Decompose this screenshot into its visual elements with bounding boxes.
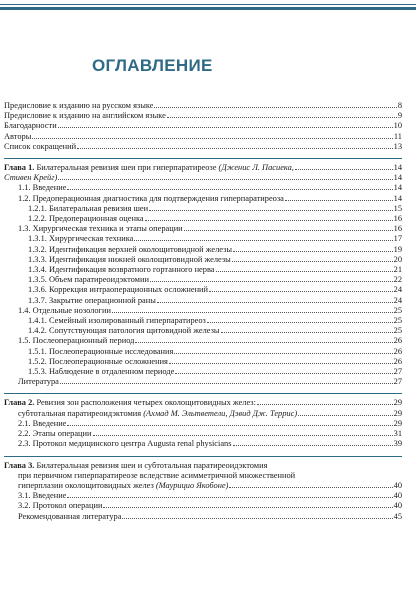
toc-entry-text: 1.4.2. Сопутствующая патология щитовидной железы [28, 326, 220, 336]
leader-dots [216, 265, 393, 272]
toc-entry[interactable] [4, 275, 402, 285]
toc-entry-page: 40 [393, 491, 402, 501]
toc-entry[interactable] [4, 214, 402, 224]
toc-entry-page: 11 [393, 131, 402, 141]
leader-dots [157, 296, 393, 303]
leader-dots [229, 481, 392, 488]
top-rule-thin [0, 4, 416, 5]
leader-dots [298, 409, 392, 416]
toc-entry-text: Авторы [4, 131, 32, 141]
leader-dots [167, 111, 397, 118]
chapter-title: Билатеральная ревизия шеи при гиперпаратиреозе [36, 163, 217, 173]
chapter-authors: (Маурицио Якобоне) [155, 480, 229, 490]
toc-entry[interactable] [4, 194, 402, 204]
leader-dots [58, 173, 392, 180]
chapter-page: 40 [393, 480, 402, 490]
leader-dots [209, 285, 393, 292]
toc-entry[interactable] [4, 101, 402, 111]
toc-entry[interactable] [4, 245, 402, 255]
toc-entry-page: 19 [393, 244, 402, 254]
toc-entry-page: 24 [393, 285, 402, 295]
toc-entry-text: 1.3.4. Идентификация возвратного гортанного нерва [28, 265, 215, 275]
toc-entry[interactable] [4, 439, 402, 449]
toc-entry[interactable] [4, 377, 402, 387]
toc-entry[interactable] [4, 265, 402, 275]
toc-entry-text: Благодарности [4, 121, 57, 131]
toc-entry[interactable] [4, 316, 402, 326]
toc-entry-page: 39 [393, 439, 402, 449]
chapter-heading-continued [4, 471, 402, 481]
toc-entry-page: 27 [393, 377, 402, 387]
toc-entry-text: 1.5. Послеоперационный период [18, 336, 135, 346]
toc-entry-text: Список сокращений [4, 141, 77, 151]
leader-dots [145, 214, 393, 221]
chapter-title: при первичном гиперпаратиреозе вследствие асимметричной множественной [18, 470, 296, 480]
toc-entry-page: 24 [393, 295, 402, 305]
toc-entry-text: 1.3.3. Идентификация нижней околощитовидной железы [28, 254, 231, 264]
toc-entry-text: Предисловие к изданию на русском языке [4, 101, 154, 110]
toc-entry-text: 1.5.1. Послеоперационные исследования [28, 346, 174, 356]
toc-entry-text: 2.2. Этапы операции [18, 429, 92, 439]
toc-entry-page: 20 [393, 254, 402, 264]
toc-entry-text: 2.1. Введение [18, 418, 67, 428]
toc-entry-page: 25 [393, 316, 402, 326]
toc-entry[interactable] [4, 501, 402, 511]
chapter-label: Глава 2. [4, 398, 35, 408]
toc-entry-text: 1.5.2. Послеоперационные осложнения [28, 356, 168, 366]
toc-entry[interactable] [4, 512, 402, 522]
toc-entry[interactable] [4, 367, 402, 377]
toc-entry-text: 1.3.1. Хирургическая техника [28, 234, 134, 244]
toc-entry-page: 16 [393, 224, 402, 234]
chapter-2 [4, 393, 402, 449]
toc-entry-page: 26 [393, 356, 402, 366]
toc-entry-text: 1.4.1. Семейный изолированный гиперпаратиреоз [28, 316, 206, 326]
toc-entry-text: 1.5.3. Наблюдение в отдаленном периоде [28, 367, 175, 377]
toc-entry-page: 16 [393, 214, 402, 224]
toc-entry[interactable] [4, 336, 402, 346]
chapter-title: субтотальная паратиреоидэктомия [18, 408, 142, 418]
toc-entry-text: Рекомендованная литература [18, 511, 122, 521]
toc-entry[interactable] [4, 491, 402, 501]
toc-entry-text: 1.2.2. Предоперационная оценка [28, 214, 144, 224]
page-title: ОГЛАВЛЕНИЕ [92, 56, 213, 75]
chapter-heading-continued [4, 481, 402, 491]
chapter-heading[interactable] [4, 398, 402, 408]
table-of-contents [4, 101, 402, 522]
chapter-authors: Стивен Крейг) [4, 173, 58, 183]
toc-entry-text: Литература [18, 377, 59, 387]
leader-dots [93, 429, 393, 436]
chapter-authors: (Дженис Л. Пасиека, [218, 163, 294, 173]
chapter-page: 14 [393, 173, 402, 183]
toc-entry-page: 25 [393, 326, 402, 336]
toc-entry-text: 1.3.5. Объем паратиреоидэктомии [28, 275, 149, 285]
toc-entry-text: 1.3.2. Идентификация верхней околощитовидной железы [28, 244, 233, 254]
leader-dots [122, 512, 392, 519]
toc-entry[interactable] [4, 234, 402, 244]
toc-entry[interactable] [4, 306, 402, 316]
leader-dots [58, 121, 393, 128]
toc-entry[interactable] [4, 183, 402, 193]
toc-entry-page: 26 [393, 336, 402, 346]
toc-entry-page: 13 [393, 141, 402, 151]
toc-entry-page: 10 [393, 121, 402, 131]
leader-dots [169, 357, 393, 364]
chapter-title: Билатеральная ревизия шеи и субтотальная паратиреоидэктомия [36, 460, 268, 470]
toc-entry[interactable] [4, 296, 402, 306]
leader-dots [285, 194, 393, 201]
toc-entry[interactable] [4, 419, 402, 429]
chapter-heading-continued [4, 173, 402, 183]
toc-entry-page: 22 [393, 275, 402, 285]
leader-dots [67, 491, 392, 498]
leader-dots [154, 101, 396, 108]
top-rule [0, 0, 416, 12]
leader-dots [112, 306, 393, 313]
leader-dots [233, 439, 393, 446]
toc-entry-page: 9 [397, 111, 402, 121]
leader-dots [295, 163, 393, 170]
leader-dots [184, 224, 393, 231]
leader-dots [77, 142, 393, 149]
toc-entry-page: 25 [393, 305, 402, 315]
chapter-1 [4, 158, 402, 387]
chapter-heading-continued [4, 409, 402, 419]
toc-entry-text: 1.3.6. Коррекция интраоперационных осложнений [28, 285, 209, 295]
toc-entry-page: 14 [393, 183, 402, 193]
toc-entry[interactable] [4, 285, 402, 295]
leader-dots [135, 336, 392, 343]
leader-dots [67, 183, 392, 190]
toc-entry-text: Предисловие к изданию на английском языке [4, 111, 166, 121]
front-matter [4, 101, 402, 152]
leader-dots [233, 245, 393, 252]
leader-dots [103, 501, 392, 508]
toc-entry[interactable] [4, 204, 402, 214]
chapter-page: 29 [393, 398, 402, 408]
leader-dots [175, 367, 392, 374]
leader-dots [207, 316, 393, 323]
toc-entry[interactable] [4, 326, 402, 336]
chapter-heading[interactable] [4, 163, 402, 173]
toc-entry[interactable] [4, 111, 402, 121]
toc-entry-page: 15 [393, 203, 402, 213]
toc-entry-text: 1.4. Отдельные нозологии [18, 305, 111, 315]
chapter-page: 14 [393, 163, 402, 173]
toc-entry-text: 3.2. Протокол операции [18, 501, 103, 511]
leader-dots [257, 398, 393, 405]
chapter-page: 29 [393, 408, 402, 418]
leader-dots [232, 255, 393, 262]
toc-entry-text: 1.3. Хирургическая техника и этапы операции [18, 224, 183, 234]
toc-entry[interactable] [4, 142, 402, 152]
leader-dots [67, 419, 392, 426]
toc-entry-page: 27 [393, 367, 402, 377]
chapter-title: гиперплазии околощитовидных желез [18, 480, 154, 490]
toc-entry-page: 31 [393, 429, 402, 439]
toc-entry-text: 1.2. Предоперационная диагностика для подтверждения гиперпаратиреоза [18, 193, 284, 203]
chapter-authors: (Ахмад М. Эльтветели, Дэвид Дж. Террис) [143, 408, 298, 418]
toc-entry[interactable] [4, 121, 402, 131]
leader-dots [150, 275, 393, 282]
leader-dots [32, 132, 393, 139]
leader-dots [174, 347, 392, 354]
toc-entry-text: 1.2.1. Билатеральная ревизия шеи [28, 203, 149, 213]
chapter-heading[interactable] [4, 461, 402, 471]
chapter-label: Глава 1. [4, 163, 35, 173]
leader-dots [134, 234, 392, 241]
top-rule-thick [0, 7, 416, 10]
toc-entry[interactable] [4, 255, 402, 265]
toc-entry-page: 17 [393, 234, 402, 244]
toc-entry[interactable] [4, 132, 402, 142]
leader-dots [221, 326, 393, 333]
toc-entry[interactable] [4, 224, 402, 234]
chapter-3 [4, 456, 402, 522]
toc-entry-text: 1.1. Введение [18, 183, 67, 193]
toc-entry-page: 29 [393, 418, 402, 428]
toc-entry-page: 26 [393, 346, 402, 356]
leader-dots [60, 377, 393, 384]
toc-entry[interactable] [4, 357, 402, 367]
toc-entry-page: 14 [393, 193, 402, 203]
toc-entry-page: 40 [393, 501, 402, 511]
chapter-label: Глава 3. [4, 460, 35, 470]
toc-entry[interactable] [4, 347, 402, 357]
toc-entry-page: 8 [397, 101, 402, 110]
toc-entry-text: 1.3.7. Закрытие операционной раны [28, 295, 156, 305]
toc-entry-page: 45 [393, 511, 402, 521]
toc-entry-text: 3.1. Введение [18, 491, 67, 501]
toc-entry[interactable] [4, 429, 402, 439]
toc-entry-page: 21 [393, 265, 402, 275]
leader-dots [149, 204, 392, 211]
toc-entry-text: 2.3. Протокол медицинского центра Augusta renal physicians [18, 439, 232, 449]
chapter-title: Ревизия зон расположения четырех околощитовидных желез: [36, 398, 256, 408]
